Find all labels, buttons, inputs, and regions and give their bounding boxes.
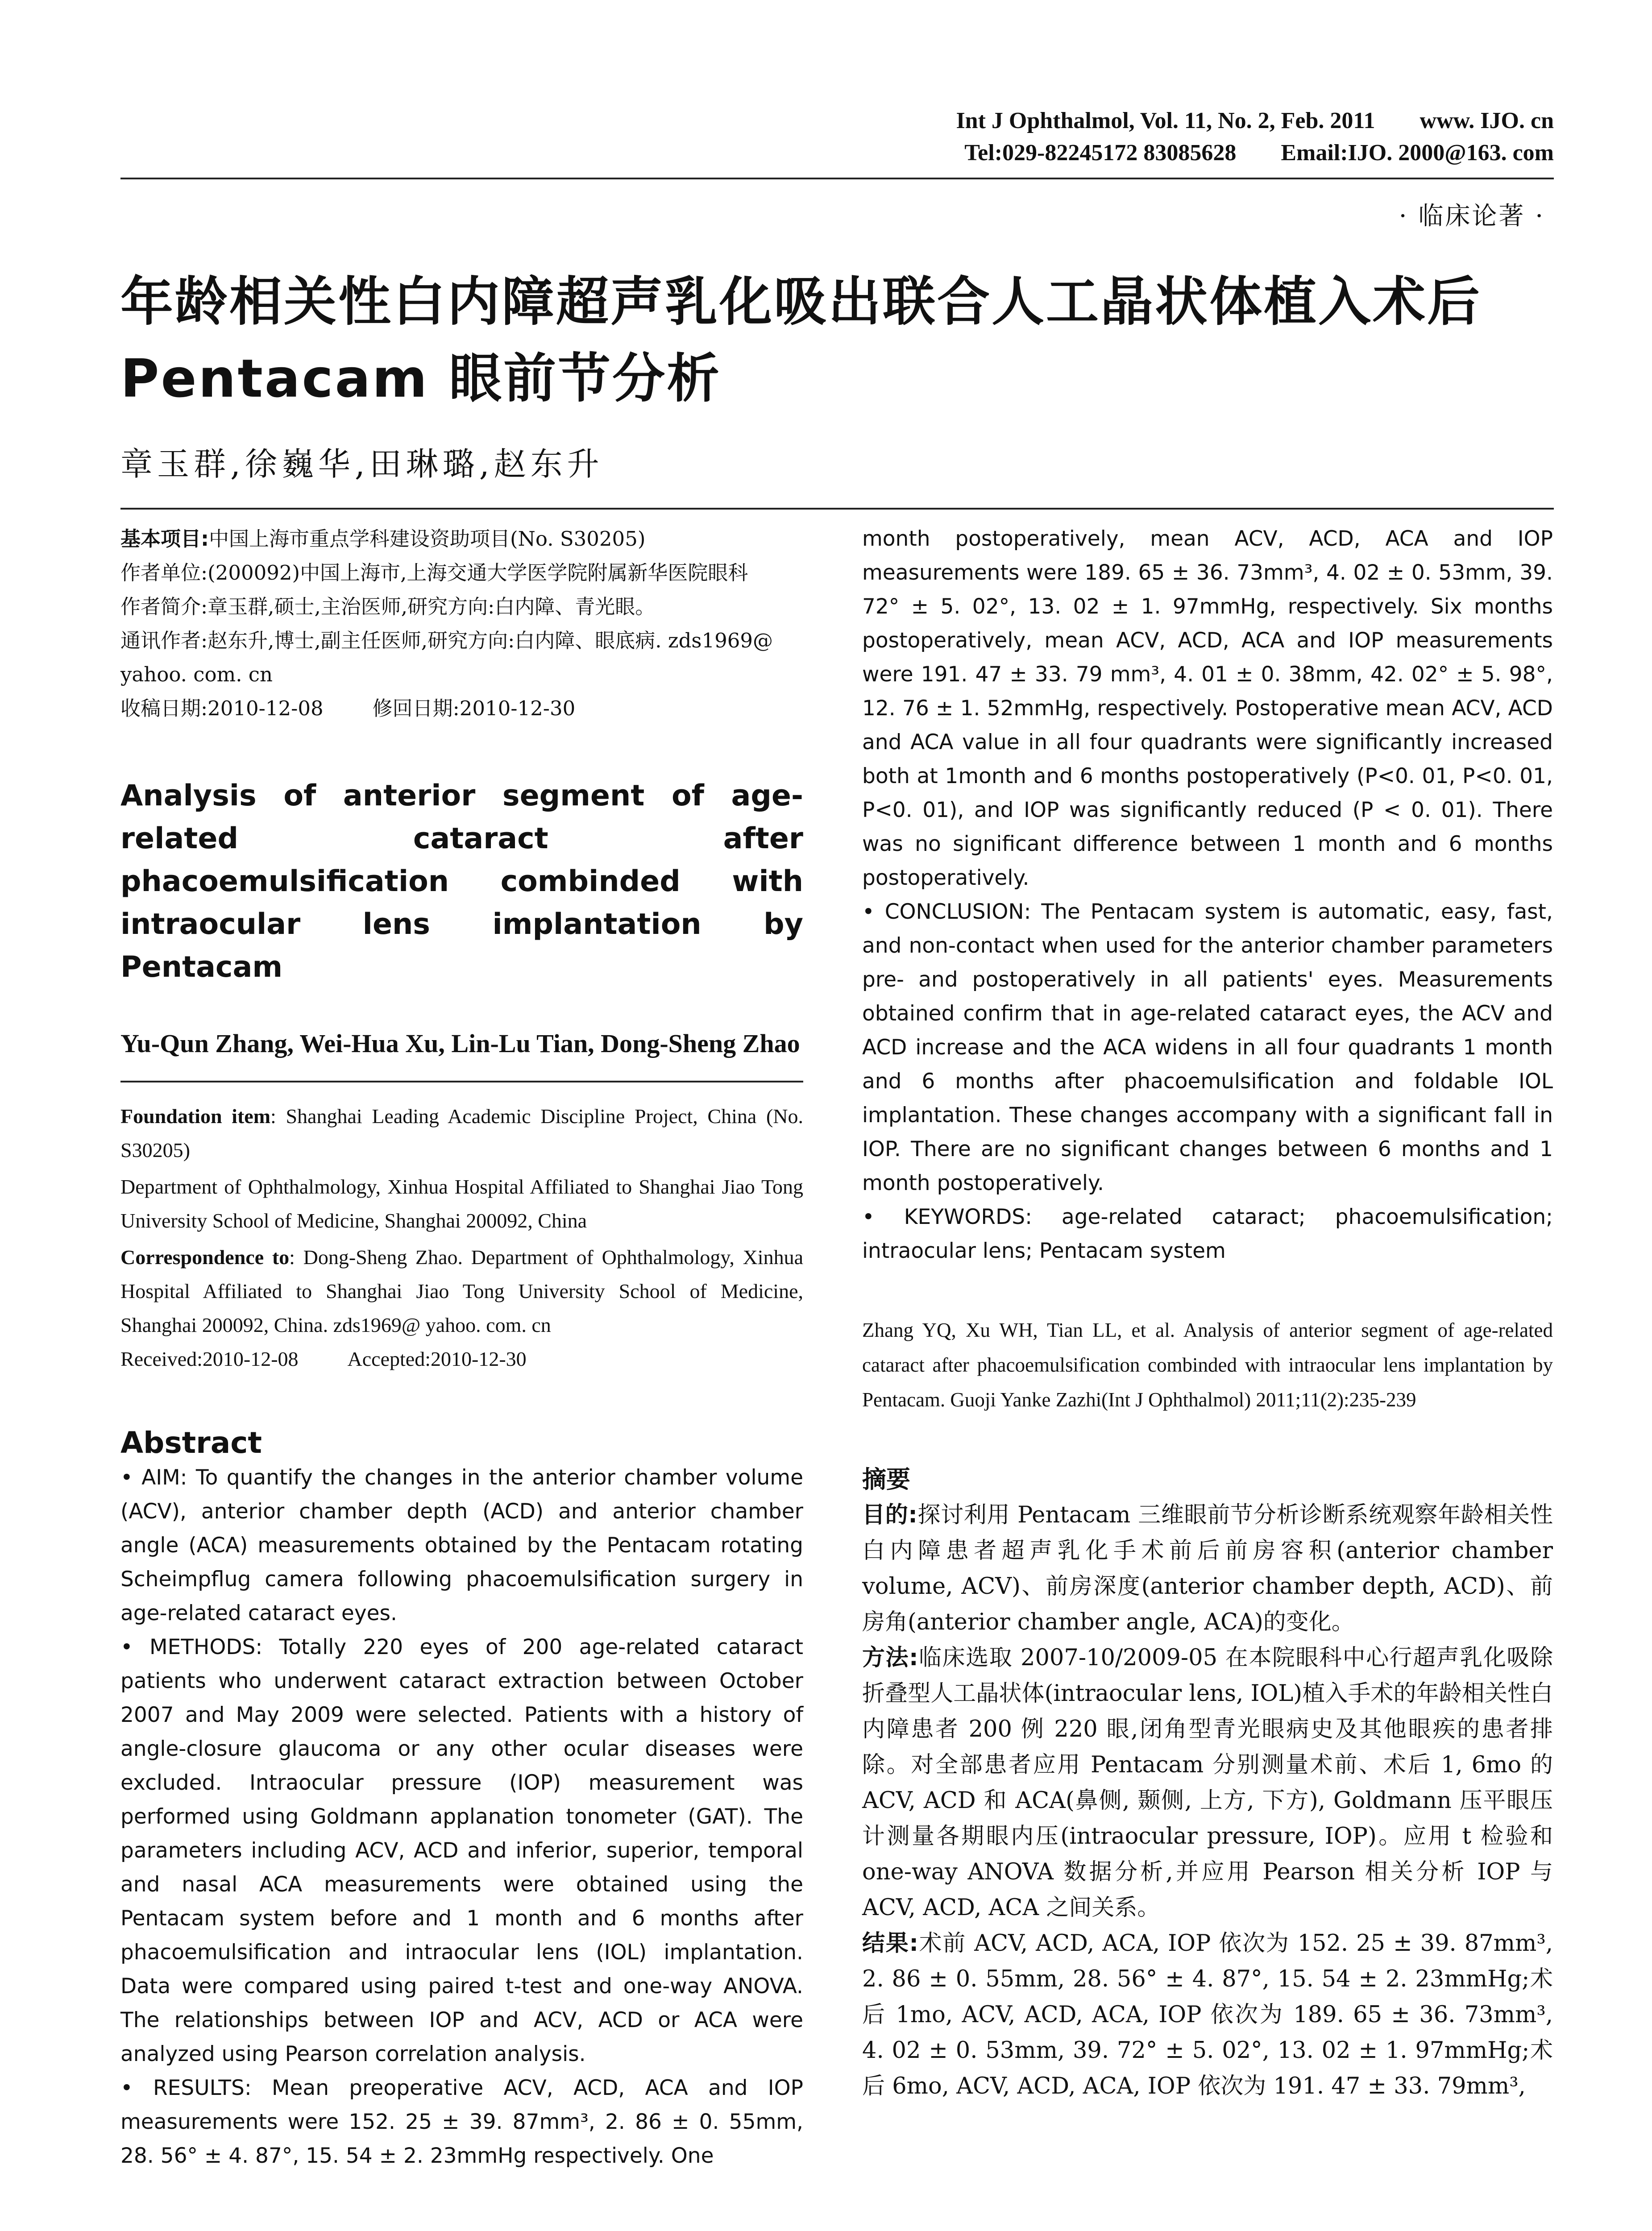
journal-header-line2 (964, 139, 1554, 167)
journal-email[interactable]: Email:IJO. 2000@163. com (1281, 140, 1554, 166)
zhaiyao-heading: 摘要 (862, 1465, 910, 1493)
zhaiyao-results: 结果:术前 ACV, ACD, ACA, IOP 依次为 152. 25 ± 39. 87mm³, 2. 86 ± 0. 55mm, 28. 56° ± 4. 87°, 15. 54 ± 2. 23mmHg;术后 1mo, ACV, ACD, ACA, IOP 依次为 189. 65 ± 36. 73mm³, 4. 02 ± 0. 53mm, 39. 72° ± 5. 02°, 13. 02 ± 1. 97mmHg;术后 6mo, ACV, ACD, ACA, IOP 依次为 191. 47 ± 33. 79mm³, (862, 1930, 1553, 2099)
en-authors-rule (120, 1081, 803, 1082)
unit-cn: 作者单位:(200092)中国上海市,上海交通大学医学院附属新华医院眼科 (120, 561, 748, 585)
journal-tel: Tel:029-82245172 83085628 (964, 140, 1237, 166)
zhaiyao-aim: 目的:探讨利用 Pentacam 三维眼前节分析诊断系统观察年龄相关性白内障患者超声乳化手术前后前房容积(anterior chamber volume, ACV)、前房深度(anterior chamber depth, ACD)、前房角(anterior chamber angle, ACA)的变化。 (862, 1502, 1553, 1635)
department-en: Department of Ophthalmology, Xinhua Hospital Affiliated to Shanghai Jiao Tong University School of Medicine, Shanghai 200092, China (120, 1175, 803, 1232)
citation: Zhang YQ, Xu WH, Tian LL, et al. Analysis of anterior segment of age-related cataract after phacoemulsification combinded with intraocular lens implantation by Pentacam. Guoji Yanke Zazhi(Int J Ophthalmol) 2011;11(2):235-239 (862, 1319, 1553, 1411)
correspondence-cn: 通讯作者:赵东升,博士,副主任医师,研究方向:白内障、眼底病. zds1969@ yahoo. com. cn (120, 629, 773, 686)
foundation-cn: 基本项目:中国上海市重点学科建设资助项目(No. S30205) (120, 527, 646, 551)
article-authors-en: Yu-Qun Zhang, Wei-Hua Xu, Lin-Lu Tian, Dong-Sheng Zhao (120, 1029, 800, 1058)
authors-rule (120, 508, 1554, 510)
section-label: · 临床论著 · (1399, 202, 1545, 231)
dates-cn: 收稿日期:2010-12-08 修回日期:2010-12-30 (120, 697, 576, 720)
article-title-en: Analysis of anterior segment of age-related cataract after phacoemulsification combinded with intraocular lens implantation by Pentacam (120, 779, 803, 984)
abstract-heading: Abstract (120, 1426, 262, 1460)
author-bio-cn: 作者简介:章玉群,硕士,主治医师,研究方向:白内障、青光眼。 (120, 595, 656, 618)
abstract-aim: • AIM: To quantify the changes in the anterior chamber volume (ACV), anterior chamber depth (ACD) and anterior chamber angle (ACA) measurements obtained by the Pentacam rotating Scheimpflug camera following phacoemulsification surgery in age-related cataract eyes. (120, 1465, 803, 1626)
right-column (862, 522, 1553, 2104)
abstract-methods: • METHODS: Totally 220 eyes of 200 age-related cataract patients who underwent cataract extraction between October 2007 and May 2009 were selected. Patients with a history of angle-closure glaucoma or any other ocular diseases were excluded. Intraocular pressure (IOP) measurement was performed using Goldmann applanation tonometer (GAT). The parameters including ACV, ACD and inferior, superior, temporal and nasal ACA measurements were obtained using the Pentacam system before and 1 month and 6 months after phacoemulsification and intraocular lens (IOL) implantation. Data were compared using paired t-test and one-way ANOVA. The relationships between IOP and ACV, ACD or ACA were analyzed using Pearson correlation analysis. (120, 1635, 803, 2066)
journal-header-line1 (956, 107, 1554, 135)
foundation-en: Foundation item: Shanghai Leading Academic Discipline Project, China (No. S30205) (120, 1105, 804, 1161)
article-title-cn: 年龄相关性白内障超声乳化吸出联合人工晶状体植入术后 Pentacam 眼前节分析 (120, 271, 1482, 409)
journal-citation: Int J Ophthalmol, Vol. 11, No. 2, Feb. 2011 (956, 108, 1375, 133)
zhaiyao-methods: 方法:临床选取 2007-10/2009-05 在本院眼科中心行超声乳化吸除折叠型人工晶状体(intraocular lens, IOL)植入手术的年龄相关性白内障患者 200 例 220 眼,闭角型青光眼病史及其他眼疾的患者排除。对全部患者应用 Pentacam 分别测量术前、术后 1, 6mo 的 ACV, ACD 和 ACA(鼻侧, 颞侧, 上方, 下方), Goldmann 压平眼压计测量各期眼内压(intraocular pressure, IOP)。应用 t 检验和 one-way ANOVA 数据分析,并应用 Pearson 相关分析 IOP 与 ACV, ACD, ACA 之间关系。 (862, 1645, 1553, 1921)
journal-url[interactable]: www. IJO. cn (1420, 108, 1554, 133)
header-rule (120, 178, 1554, 179)
abstract-results-part2: month postoperatively, mean ACV, ACD, ACA and IOP measurements were 189. 65 ± 36. 73mm³, 4. 02 ± 0. 53mm, 39. 72° ± 5. 02°, 13. 02 ± 1. 97mmHg, respectively. Six months postoperatively, mean ACV, ACD, ACA and IOP measurements were 191. 47 ± 33. 79 mm³, 4. 01 ± 0. 38mm, 42. 02° ± 5. 98°, 12. 76 ± 1. 52mmHg, respectively. Postoperative mean ACV, ACD and ACA value in all four quadrants were significantly increased both at 1month and 6 months postoperatively (P<0. 01, P<0. 01, P<0. 01), and IOP was significantly reduced (P < 0. 01). There was no significant difference between 1 month and 6 months postoperatively. (862, 527, 1553, 890)
abstract-keywords: • KEYWORDS: age-related cataract; phacoemulsification; intraocular lens; Pentacam system (862, 1205, 1553, 1263)
article-authors-cn: 章玉群,徐巍华,田琳璐,赵东升 (120, 445, 604, 483)
dates-en: Received:2010-12-08 Accepted:2010-12-30 (120, 1348, 527, 1370)
correspondence-en: Correspondence to: Dong-Sheng Zhao. Department of Ophthalmology, Xinhua Hospital Affiliated to Shanghai Jiao Tong University School of Medicine, Shanghai 200092, China. zds1969@ yahoo. com. cn (120, 1246, 803, 1336)
abstract-conclusion: • CONCLUSION: The Pentacam system is automatic, easy, fast, and non-contact when used for the anterior chamber parameters pre- and postoperatively in all patients' eyes. Measurements obtained confirm that in age-related cataract eyes, the ACV and ACD increase and the ACA widens in all four quadrants 1 month and 6 months after phacoemulsification and foldable IOL implantation. These changes accompany with a significant fall in IOP. There are no significant changes between 6 months and 1 month postoperatively. (862, 900, 1553, 1195)
abstract-results-part1: • RESULTS: Mean preoperative ACV, ACD, ACA and IOP measurements were 152. 25 ± 39. 87mm³, 2. 86 ± 0. 55mm, 28. 56° ± 4. 87°, 15. 54 ± 2. 23mmHg respectively. One (120, 2076, 803, 2168)
left-column (120, 522, 803, 2173)
